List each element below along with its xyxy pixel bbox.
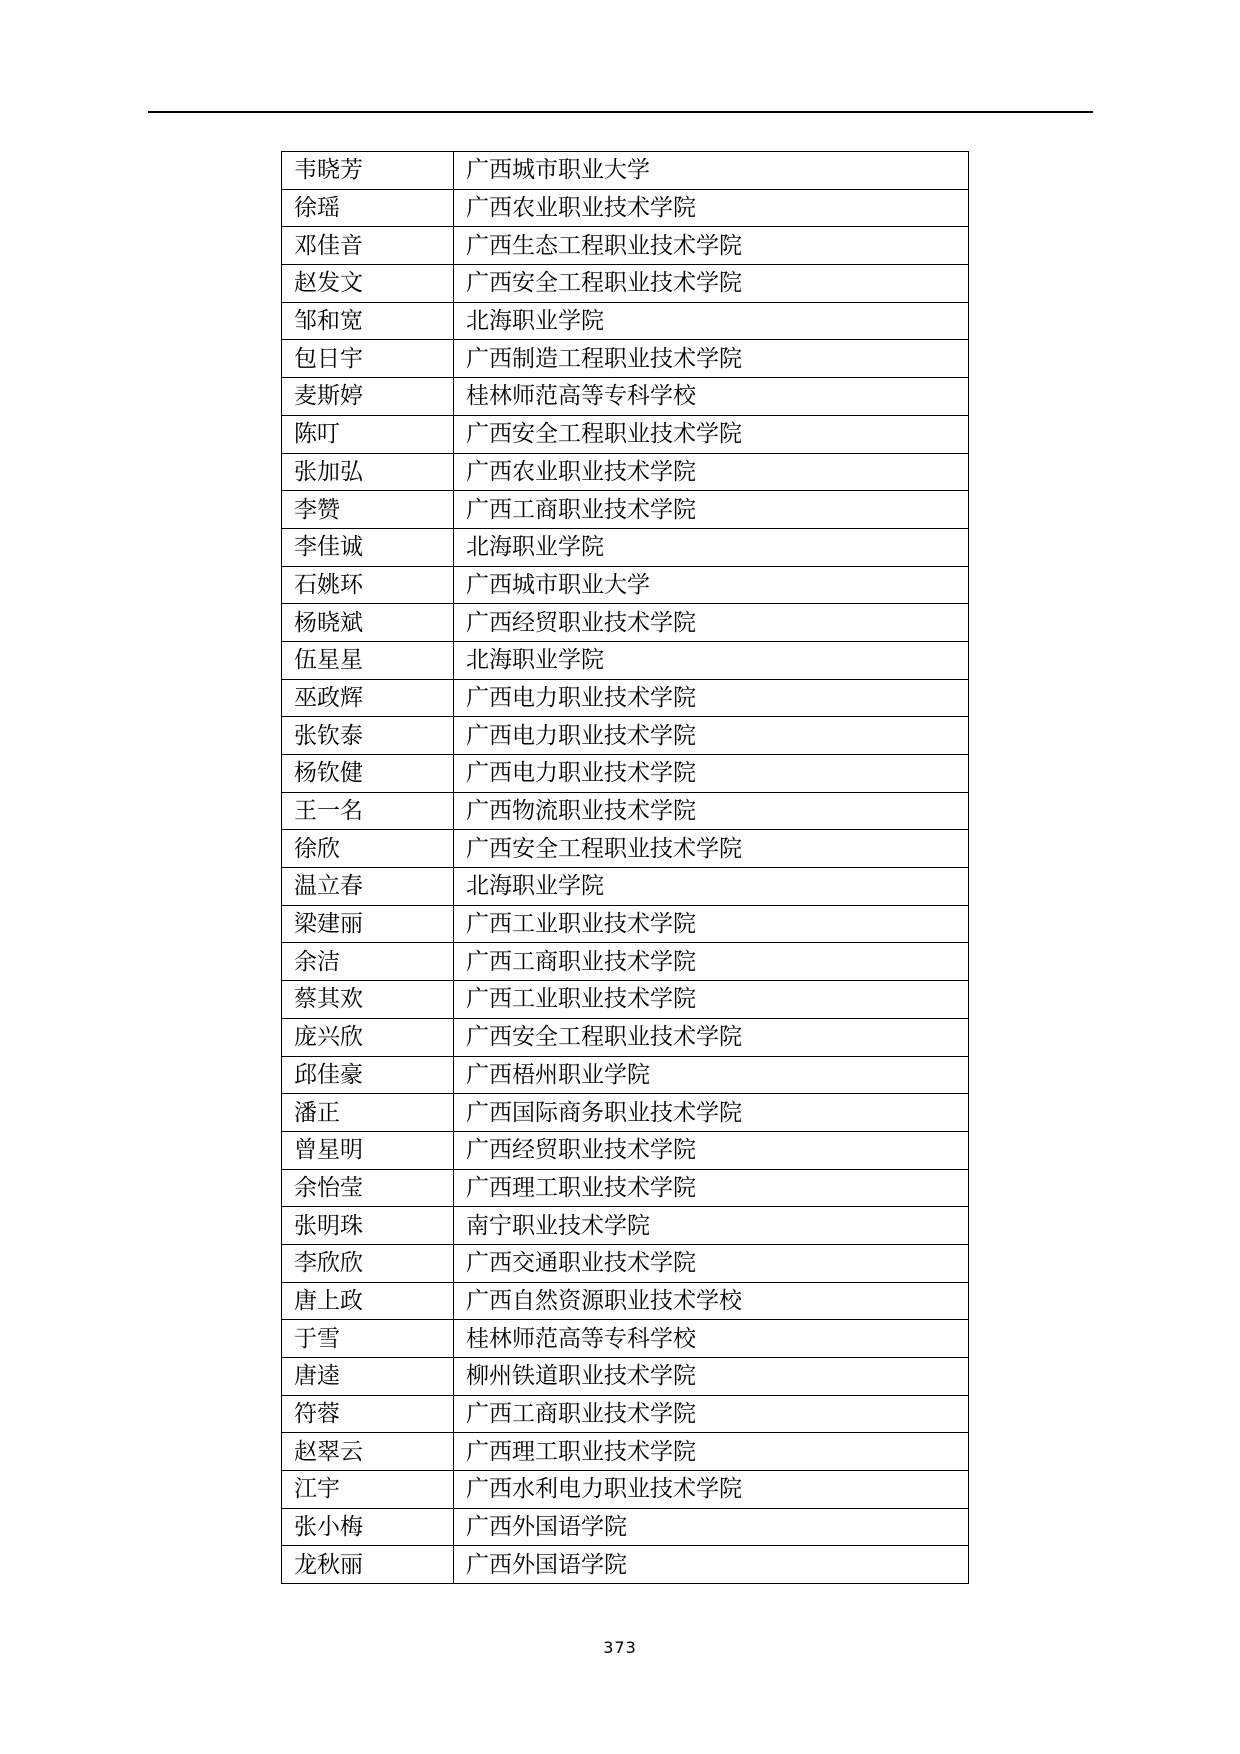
roster-table [281,151,969,1584]
name-cell: 邹和宽 [282,302,454,340]
name-cell: 韦晓芳 [282,152,454,190]
name-cell: 伍星星 [282,641,454,679]
school-cell: 广西电力职业技术学院 [454,679,969,717]
school-cell: 广西工商职业技术学院 [454,943,969,981]
school-cell: 广西工商职业技术学院 [454,1395,969,1433]
name-cell: 龙秋丽 [282,1546,454,1584]
school-cell: 北海职业学院 [454,528,969,566]
name-cell: 石姚环 [282,566,454,604]
school-cell: 广西工商职业技术学院 [454,491,969,529]
name-cell: 包日宇 [282,340,454,378]
name-cell: 张加弘 [282,453,454,491]
school-cell: 广西农业职业技术学院 [454,453,969,491]
header-rule [148,111,1093,113]
page-number: 373 [603,1638,637,1657]
school-cell: 广西安全工程职业技术学院 [454,1018,969,1056]
table-row [282,1471,969,1509]
name-cell: 王一名 [282,792,454,830]
table-row [282,830,969,868]
name-cell: 杨晓斌 [282,604,454,642]
school-cell: 广西工业职业技术学院 [454,905,969,943]
table-row [282,1244,969,1282]
name-cell: 徐瑶 [282,189,454,227]
name-cell: 李佳诚 [282,528,454,566]
school-cell: 广西国际商务职业技术学院 [454,1094,969,1132]
table-row [282,905,969,943]
school-cell: 桂林师范高等专科学校 [454,378,969,416]
name-cell: 梁建丽 [282,905,454,943]
name-cell: 余怡莹 [282,1169,454,1207]
school-cell: 广西电力职业技术学院 [454,755,969,793]
school-cell: 广西生态工程职业技术学院 [454,227,969,265]
name-cell: 蔡其欢 [282,981,454,1019]
school-cell: 广西安全工程职业技术学院 [454,265,969,303]
table-row [282,1282,969,1320]
school-cell: 广西物流职业技术学院 [454,792,969,830]
school-cell: 广西交通职业技术学院 [454,1244,969,1282]
table-row [282,1169,969,1207]
school-cell: 广西水利电力职业技术学院 [454,1471,969,1509]
school-cell: 广西制造工程职业技术学院 [454,340,969,378]
table-row [282,981,969,1019]
table-row [282,415,969,453]
table-row [282,1207,969,1245]
table-row [282,1018,969,1056]
school-cell: 广西城市职业大学 [454,566,969,604]
table-row [282,265,969,303]
school-cell: 北海职业学院 [454,641,969,679]
name-cell: 张小梅 [282,1508,454,1546]
name-cell: 庞兴欣 [282,1018,454,1056]
table-row [282,1094,969,1132]
table-row [282,227,969,265]
school-cell: 北海职业学院 [454,868,969,906]
school-cell: 南宁职业技术学院 [454,1207,969,1245]
school-cell: 北海职业学院 [454,302,969,340]
table-row [282,152,969,190]
school-cell: 广西外国语学院 [454,1546,969,1584]
table-row [282,302,969,340]
table-row [282,1546,969,1584]
school-cell: 广西理工职业技术学院 [454,1433,969,1471]
name-cell: 李欣欣 [282,1244,454,1282]
table-row [282,1508,969,1546]
table-row [282,1433,969,1471]
roster-table-body [282,152,969,1584]
school-cell: 广西理工职业技术学院 [454,1169,969,1207]
name-cell: 温立春 [282,868,454,906]
table-row [282,679,969,717]
name-cell: 赵翠云 [282,1433,454,1471]
school-cell: 广西经贸职业技术学院 [454,1131,969,1169]
table-row [282,1056,969,1094]
school-cell: 广西梧州职业学院 [454,1056,969,1094]
name-cell: 麦斯婷 [282,378,454,416]
name-cell: 徐欣 [282,830,454,868]
school-cell: 广西城市职业大学 [454,152,969,190]
name-cell: 陈叮 [282,415,454,453]
name-cell: 曾星明 [282,1131,454,1169]
name-cell: 巫政辉 [282,679,454,717]
school-cell: 广西电力职业技术学院 [454,717,969,755]
name-cell: 于雪 [282,1320,454,1358]
name-cell: 邱佳豪 [282,1056,454,1094]
table-row [282,566,969,604]
table-row [282,189,969,227]
school-cell: 广西外国语学院 [454,1508,969,1546]
school-cell: 广西工业职业技术学院 [454,981,969,1019]
table-row [282,717,969,755]
name-cell: 唐逵 [282,1358,454,1396]
table-row [282,340,969,378]
table-row [282,378,969,416]
school-cell: 桂林师范高等专科学校 [454,1320,969,1358]
name-cell: 张钦泰 [282,717,454,755]
table-row [282,792,969,830]
school-cell: 广西农业职业技术学院 [454,189,969,227]
school-cell: 广西安全工程职业技术学院 [454,415,969,453]
school-cell: 广西自然资源职业技术学校 [454,1282,969,1320]
name-cell: 唐上政 [282,1282,454,1320]
table-row [282,1395,969,1433]
name-cell: 张明珠 [282,1207,454,1245]
name-cell: 江宇 [282,1471,454,1509]
name-cell: 余洁 [282,943,454,981]
table-row [282,528,969,566]
table-row [282,453,969,491]
table-row [282,868,969,906]
name-cell: 赵发文 [282,265,454,303]
table-row [282,491,969,529]
school-cell: 柳州铁道职业技术学院 [454,1358,969,1396]
name-cell: 李赞 [282,491,454,529]
table-row [282,1358,969,1396]
name-cell: 符蓉 [282,1395,454,1433]
table-row [282,641,969,679]
table-row [282,943,969,981]
table-row [282,604,969,642]
name-cell: 潘正 [282,1094,454,1132]
name-cell: 邓佳音 [282,227,454,265]
school-cell: 广西经贸职业技术学院 [454,604,969,642]
table-row [282,1131,969,1169]
table-row [282,1320,969,1358]
name-cell: 杨钦健 [282,755,454,793]
table-row [282,755,969,793]
school-cell: 广西安全工程职业技术学院 [454,830,969,868]
